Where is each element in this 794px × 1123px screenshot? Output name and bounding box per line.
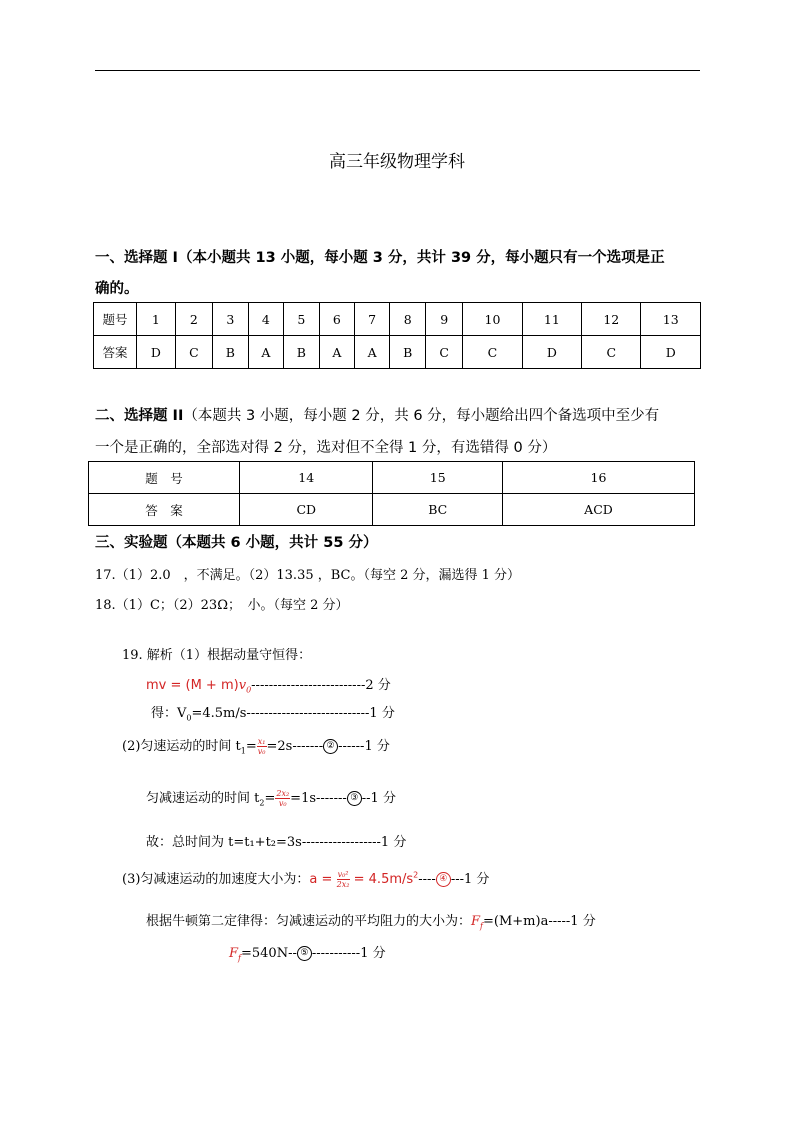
q19-p6-F: F xyxy=(229,946,239,961)
a-cell: B xyxy=(283,336,319,369)
q-cell: 15 xyxy=(373,462,503,494)
section1-answer-table xyxy=(93,302,701,369)
answer-q18: 18.（1）C；（2）23Ω； 小。（每空 2 分） xyxy=(95,598,349,613)
a-cell: ACD xyxy=(502,494,694,526)
q19-p2-num: x₁ xyxy=(257,737,266,746)
q19-p4-rest: = 4.5m/s xyxy=(353,872,414,887)
q19-p5-prefix: 根据牛顿第二定律得：匀减速运动的平均阻力的大小为： xyxy=(146,914,472,929)
section2-answer-table xyxy=(88,461,695,526)
q-cell: 2 xyxy=(175,303,212,336)
q19-eq1 xyxy=(146,674,391,695)
section2-title: 二、选择题 II xyxy=(95,408,184,424)
q19-part4 xyxy=(122,868,489,889)
a-cell: B xyxy=(390,336,426,369)
q19-res1-sub: 0 xyxy=(186,713,192,723)
q19-p4-tail: ---1 分 xyxy=(450,872,490,887)
section2-heading-cont: 一个是正确的，全部选对得 2 分，选对但不全得 1 分，有选错得 0 分） xyxy=(95,440,557,456)
section2-desc: （本题共 3 小题，每小题 2 分，共 6 分，每小题给出四个备选项中至少有 xyxy=(183,408,660,424)
q19-p3-sub: 2 xyxy=(259,798,265,808)
q19-res1-rest: =4.5m/s----------------------------1 分 xyxy=(191,706,395,721)
table-row xyxy=(89,494,695,526)
section2-heading xyxy=(95,404,659,425)
a-cell: D xyxy=(137,336,176,369)
answer-q17: 17.（1）2.0 ，不满足。（2）13.35 ，BC。（每空 2 分，漏选得 1 分） xyxy=(95,568,521,583)
a-cell: A xyxy=(248,336,283,369)
q19-p2-den: v₀ xyxy=(257,747,266,756)
q19-p2-circle: ② xyxy=(323,739,338,754)
q19-p3-fraction xyxy=(275,789,290,808)
section1-heading: 一、选择题 I（本小题共 13 小题，每小题 3 分，共计 39 分，每小题只有一个选项是正 xyxy=(95,250,665,266)
page-title: 高三年级物理学科 xyxy=(329,152,465,172)
q-cell: 6 xyxy=(319,303,354,336)
table-row xyxy=(94,336,701,369)
a-cell: C xyxy=(463,336,522,369)
q19-p4-prefix: (3)匀减速运动的加速度大小为： xyxy=(122,872,310,887)
q19-p4-dash: ---- xyxy=(418,872,436,887)
q19-p2-sub: 1 xyxy=(240,746,246,756)
q19-intro: 19. 解析（1）根据动量守恒得： xyxy=(122,648,312,663)
q19-p2-eq: = xyxy=(245,739,257,754)
q19-p3-num: 2x₂ xyxy=(276,789,290,798)
q-cell: 13 xyxy=(641,303,701,336)
q19-p3-rest: =1s------- xyxy=(290,791,347,806)
q-cell: 9 xyxy=(426,303,463,336)
q19-res1-text: 得：V xyxy=(151,706,187,721)
table-row xyxy=(89,462,695,494)
q-cell: 5 xyxy=(283,303,319,336)
q19-total-time: 故：总时间为 t=t₁+t₂=3s------------------1 分 xyxy=(146,835,407,850)
row-label-question: 题号 xyxy=(94,303,137,336)
q19-p5-rest: =(M+m)a-----1 分 xyxy=(483,914,596,929)
q19-p2-prefix: (2)匀速运动的时间 t xyxy=(122,739,241,754)
q19-eq1-score: --------------------------2 分 xyxy=(251,678,391,693)
a-cell: C xyxy=(582,336,641,369)
q19-p4-den: 2x₂ xyxy=(336,880,350,889)
q19-p6-tail: -----------1 分 xyxy=(311,946,386,961)
a-cell: B xyxy=(212,336,248,369)
a-cell: D xyxy=(522,336,581,369)
a-cell: CD xyxy=(240,494,373,526)
a-cell: D xyxy=(641,336,701,369)
q19-p4-num: v₀² xyxy=(337,870,349,879)
q19-p3-eq: = xyxy=(264,791,276,806)
q-cell: 4 xyxy=(248,303,283,336)
q19-result1 xyxy=(151,702,395,723)
q19-part3 xyxy=(146,787,396,808)
q19-p4-sup: 2 xyxy=(413,870,419,880)
section3-heading: 三、实验题（本题共 6 小题，共计 55 分） xyxy=(95,535,378,551)
q-cell: 1 xyxy=(137,303,176,336)
q19-p6-fsub: f xyxy=(238,953,241,963)
q19-p5-fsub: f xyxy=(480,921,484,931)
section1-heading-cont: 确的。 xyxy=(95,281,139,297)
row-label-answer: 答案 xyxy=(94,336,137,369)
q-cell: 16 xyxy=(502,462,694,494)
q19-p6-circle: ⑤ xyxy=(297,946,312,961)
q19-p5-F: F xyxy=(471,914,481,929)
q-cell: 3 xyxy=(212,303,248,336)
q19-p3-tail: --1 分 xyxy=(361,791,396,806)
q19-p2-fraction xyxy=(257,737,267,756)
q19-part5 xyxy=(146,910,596,931)
q19-p6-rest: =540N-- xyxy=(241,946,297,961)
a-cell: C xyxy=(426,336,463,369)
a-cell: BC xyxy=(373,494,503,526)
q-cell: 12 xyxy=(582,303,641,336)
a-cell: A xyxy=(355,336,390,369)
q-cell: 10 xyxy=(463,303,522,336)
q19-eq1-sub: 0 xyxy=(246,685,252,695)
q19-p4-fraction xyxy=(337,870,350,889)
q19-part2 xyxy=(122,735,390,756)
q19-p3-circle: ③ xyxy=(347,791,362,806)
q-cell: 14 xyxy=(240,462,373,494)
q19-p4-circle: ④ xyxy=(436,872,451,887)
q-cell: 7 xyxy=(355,303,390,336)
q-cell: 8 xyxy=(390,303,426,336)
header-rule xyxy=(95,70,700,71)
q19-eq1-var: v xyxy=(238,678,247,693)
row-label-answer: 答 案 xyxy=(89,494,240,526)
q19-p3-den: v₀ xyxy=(278,799,287,808)
table-row xyxy=(94,303,701,336)
row-label-question: 题 号 xyxy=(89,462,240,494)
q19-p4-a: a = xyxy=(309,872,333,887)
q19-p2-rest: =2s------- xyxy=(266,739,324,754)
q19-eq1-math: mv = (M + m) xyxy=(146,678,239,693)
a-cell: A xyxy=(319,336,354,369)
q19-p3-prefix: 匀减速运动的时间 t xyxy=(146,791,260,806)
q-cell: 11 xyxy=(522,303,581,336)
a-cell: C xyxy=(175,336,212,369)
q19-p2-tail: ------1 分 xyxy=(338,739,390,754)
q19-part6 xyxy=(229,942,386,963)
